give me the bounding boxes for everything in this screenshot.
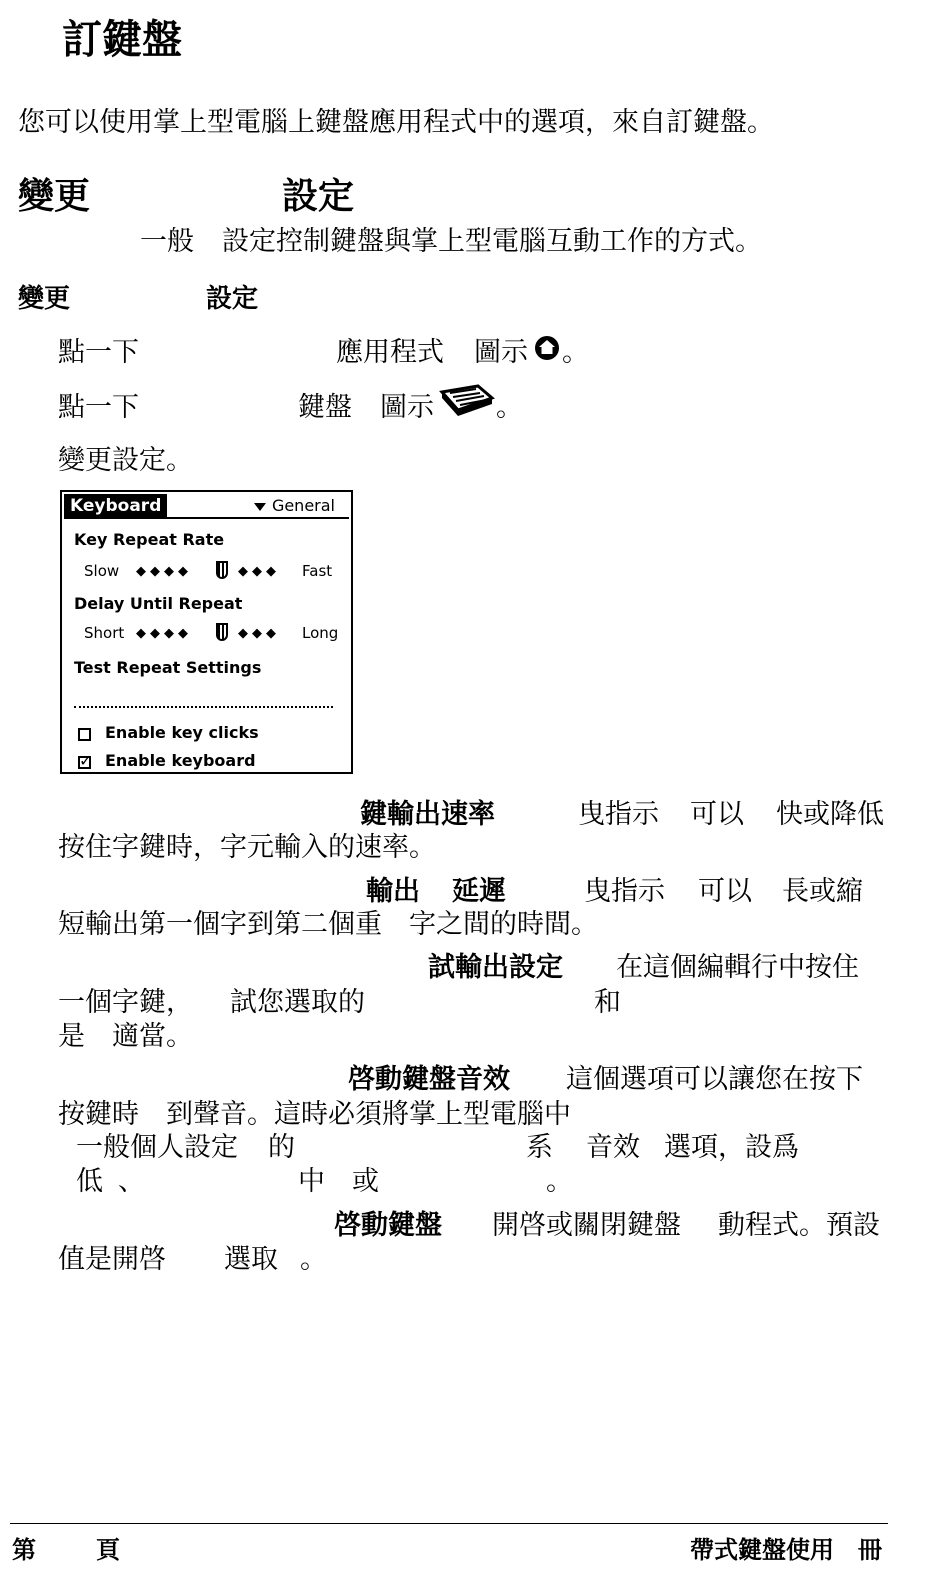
enable-keyboard-label: Enable keyboard [105,751,256,770]
category-dropdown[interactable] [254,495,335,517]
desc3-keyword: 試輸出設定 [428,952,563,983]
desc4-line3-b: 的 [268,1132,295,1163]
keyboard-icon [438,384,496,420]
step2-end: 。 [496,392,523,423]
desc1-keyword: 鍵輸出速率 [360,799,495,830]
step2-icon-label: 圖示 [380,392,434,423]
delay-slider-track-right: ◆◆◆ [238,626,280,641]
footer-manual-title: 帶式鍵盤使用 冊 [690,1536,882,1564]
step1-text: 點一下 [58,337,139,368]
desc4-line4-d: 或 [352,1166,379,1197]
test-repeat-label: Test Repeat Settings [74,658,262,677]
enable-key-clicks-checkbox[interactable] [78,728,91,741]
step3-text: 變更設定。 [58,445,193,476]
desc3-line3: 是 適當。 [58,1021,193,1052]
desc3-line2-b: 試您選取的 [230,987,365,1018]
checkmark-icon: ✓ [79,751,93,770]
palm-title-underline [64,517,349,519]
section-heading-left: 變更 [18,176,91,217]
desc4-line3-d: 音效 [586,1132,640,1163]
home-icon [532,333,562,363]
desc2-line2: 短輸出第一個字到第二個重 字之間的時間。 [58,909,598,940]
desc4-a: 這個選項可以讓您在按下 [566,1064,863,1095]
long-label: Long [302,624,339,642]
subheading-left: 變更 [18,284,71,314]
section-heading-right: 設定 [282,176,355,217]
footer-rule [10,1523,888,1524]
desc1-c: 快或降低 [776,799,884,830]
desc3-a: 在這個編輯行中按住 [616,952,859,983]
rate-slider-track-right: ◆◆◆ [238,564,280,579]
desc1-b: 可以 [690,799,744,830]
desc1-a: 曳指示 [578,799,659,830]
step2-text: 點一下 [58,392,139,423]
desc4-line4-e: 。 [546,1166,573,1197]
desc4-line4-a: 低 [76,1166,103,1197]
step1-end: 。 [562,337,589,368]
desc4-line3-c: 系 [526,1132,553,1163]
delay-slider-track-left: ◆◆◆◆ [136,626,192,641]
desc3-line2-c: 和 [594,987,621,1018]
subheading-right: 設定 [206,284,259,314]
category-label: General [271,496,335,515]
intro-text: 您可以使用掌上型電腦上鍵盤應用程式中的選項，來自訂鍵盤。 [18,107,774,138]
rate-slider-thumb[interactable] [216,561,228,579]
test-repeat-field[interactable] [74,706,333,708]
footer-page-prefix: 第 [12,1536,36,1564]
desc5-line2-b: 選取 [224,1244,278,1275]
enable-key-clicks-label: Enable key clicks [105,723,259,742]
fast-label: Fast [302,562,333,580]
palm-title: Keyboard [64,494,167,518]
short-label: Short [84,624,125,642]
section-desc-general: 一般 [140,226,194,257]
step1-icon-label: 圖示 [474,337,528,368]
desc5-a: 開啓或關閉鍵盤 [492,1210,681,1241]
step2-app: 鍵盤 [298,392,352,423]
footer-page-suffix: 頁 [96,1536,120,1564]
palm-keyboard-screen [60,490,353,774]
desc2-a: 曳指示 [584,876,665,907]
rate-slider-track-left: ◆◆◆◆ [136,564,192,579]
desc4-line3-a: 一般個人設定 [76,1132,238,1163]
page-title: 訂鍵盤 [62,17,182,63]
section-desc-text: 設定控制鍵盤與掌上型電腦互動工作的方式。 [222,226,762,257]
desc4-line3-e: 選項，設爲 [664,1132,799,1163]
desc4-line2: 按鍵時 到聲音。這時必須將掌上型電腦中 [58,1099,571,1130]
desc4-line4-c: 中 [298,1166,325,1197]
desc4-keyword: 啓動鍵盤音效 [348,1064,510,1095]
desc5-keyword: 啓動鍵盤 [334,1210,442,1241]
desc4-line4-b: 、 [118,1166,145,1197]
delay-slider-thumb[interactable] [216,623,228,641]
desc2-b: 可以 [698,876,752,907]
slow-label: Slow [84,562,120,580]
desc1-line2: 按住字鍵時，字元輸入的速率。 [58,832,436,863]
desc2-keyword1: 輸出 [366,876,420,907]
step1-app: 應用程式 [336,337,444,368]
key-repeat-rate-label: Key Repeat Rate [74,530,225,549]
desc5-line2-a: 值是開啓 [58,1244,166,1275]
dropdown-arrow-icon [254,503,266,511]
desc5-b: 動程式。預設 [718,1210,880,1241]
delay-until-repeat-label: Delay Until Repeat [74,594,243,613]
desc3-line2-a: 一個字鍵， [58,987,193,1018]
desc2-keyword2: 延遲 [452,876,506,907]
desc5-line2-c: 。 [300,1244,327,1275]
enable-keyboard-checkbox[interactable] [78,751,93,770]
desc2-c: 長或縮 [782,876,863,907]
